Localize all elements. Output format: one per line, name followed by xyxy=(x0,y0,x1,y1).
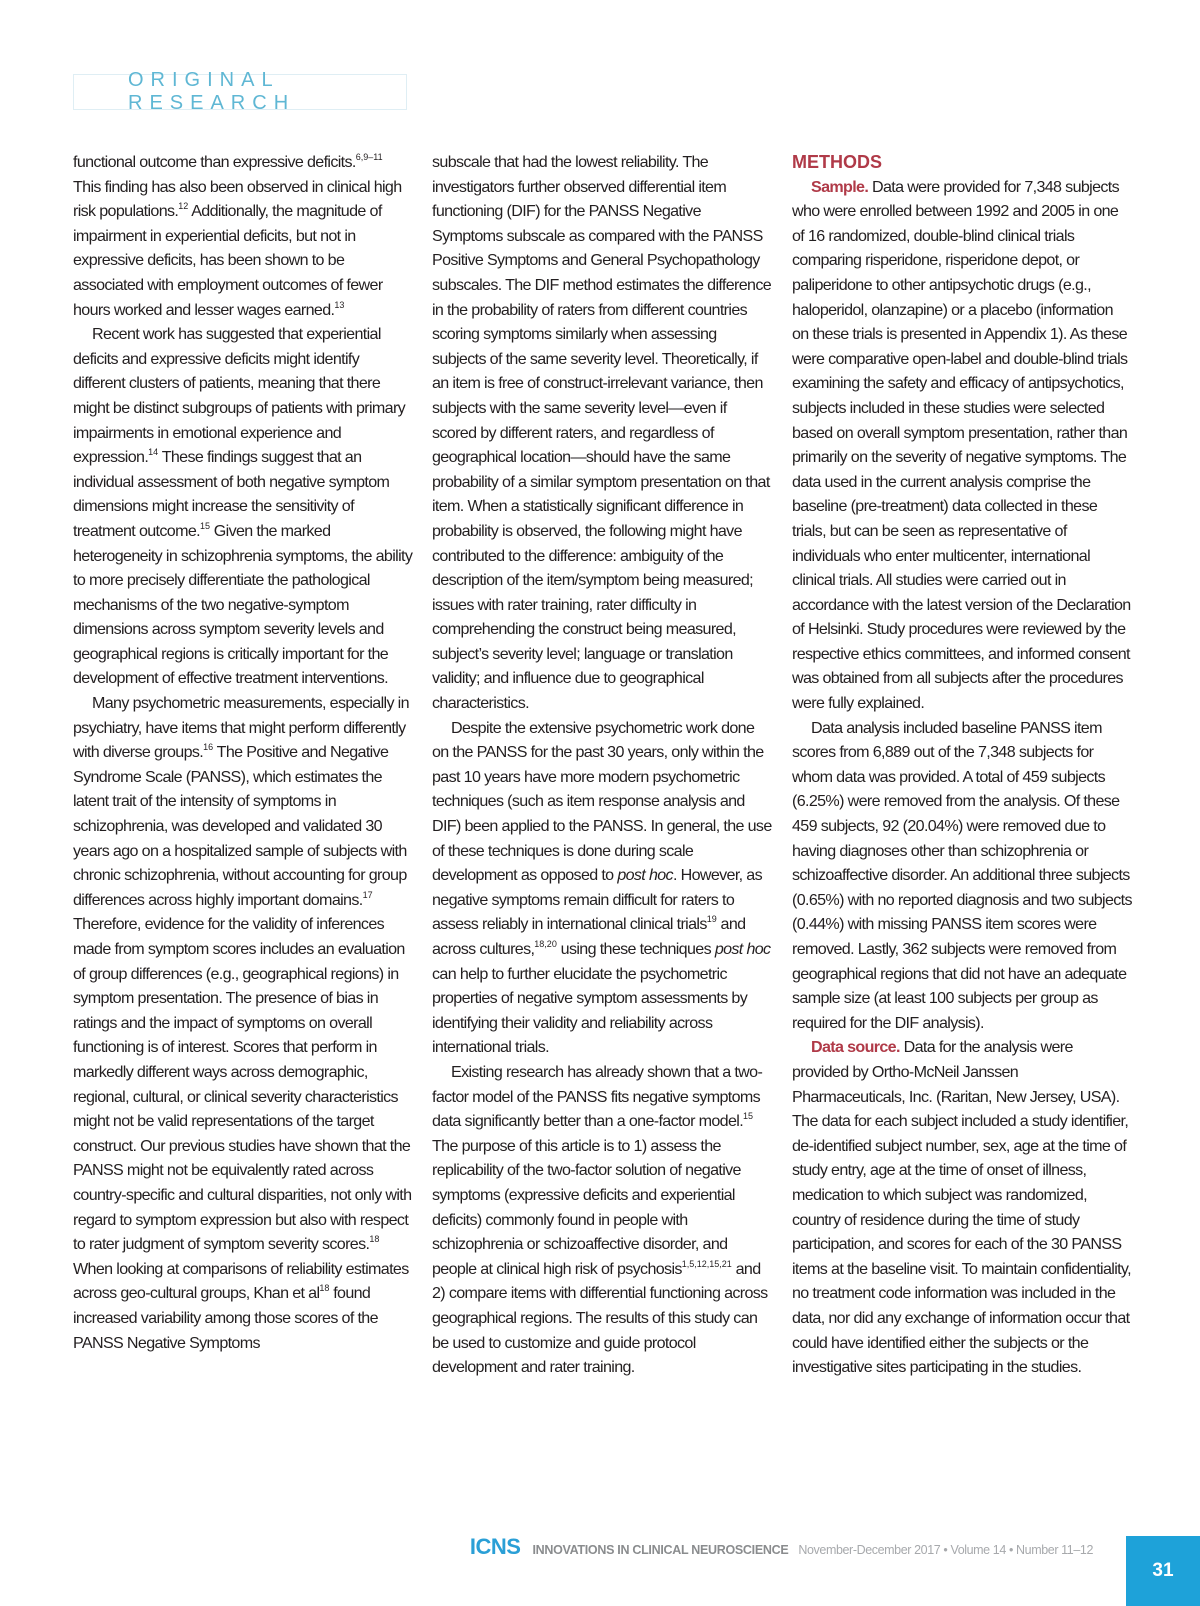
text-run: The purpose of this article is to 1) assess the replicability of the two-factor solution of negative symptoms (expressive deficits and experiential deficits) commonly found in people with schizophrenia or schizoaffective disorder, and people at clinical high risk of psychosis xyxy=(432,1136,741,1278)
text-column-3 xyxy=(792,150,1132,1380)
text-run: This finding has also been observed in clinical high risk populations. xyxy=(73,177,402,221)
text-column-2 xyxy=(432,150,772,1380)
text-run: Data were provided for 7,348 subjects who were enrolled between 1992 and 2005 in one of 16 randomized, double-blind clinical trials comparing risperidone, risperidone depot, or paliperidone to other antipsychotic drugs (e.g., haloperidol, olanzapine) or a placebo (information on these trials is presented in Appendix 1). As these were comparative open-label and double-blind trials examining the safety and efficacy of antipsychotics, subjects included in these studies were selected based on overall symptom presentation, rather than primarily on the severity of negative symptoms. The data used in the current analysis comprise the baseline (pre-treatment) data collected in these trials, but can be seen as representative of individuals who enter multicenter, international clinical trials. All studies were carried out in accordance with the latest version of the Declaration of Helsinki. Study procedures were reviewed by the respective ethics committees, and informed consent was obtained from all subjects after the procedures were fully explained. xyxy=(792,177,1131,713)
paragraph xyxy=(792,175,1132,716)
citation-superscript: 18,20 xyxy=(534,939,557,949)
text-run: When looking at comparisons of reliability estimates across geo-cultural groups, Khan et al xyxy=(73,1259,409,1303)
page-number: 31 xyxy=(1152,1560,1174,1581)
paragraph xyxy=(792,1035,1132,1379)
paragraph xyxy=(432,1060,772,1380)
paragraph xyxy=(73,691,413,1355)
citation-superscript: 18 xyxy=(369,1234,380,1245)
citation-superscript: 16 xyxy=(203,742,214,753)
journal-logo: ICNS xyxy=(469,1534,521,1559)
text-run: and 2) compare items with differential functioning across geographical regions. The results of this study can be used to customize and guide protocol development and rater training. xyxy=(432,1259,768,1377)
text-run: The Positive and Negative Syndrome Scale (PANSS), which estimates the latent trait of the intensity of symptoms in schizophrenia, was developed and validated 30 years ago on a hospitalized sample of subjects with chronic schizophrenia, without accounting for group differences across highly important domains. xyxy=(73,743,407,909)
subsection-heading: Data source. xyxy=(811,1038,900,1057)
citation-superscript: 18 xyxy=(319,1283,330,1294)
text-run: Recent work has suggested that experiential deficits and expressive deficits might identify different clusters of patients, meaning that there might be distinct subgroups of patients with primary impairments in emotional experience and expression. xyxy=(73,325,406,467)
issue-info: November-December 2017 • Volume 14 • Number 11–12 xyxy=(798,1543,1093,1557)
citation-superscript: 15 xyxy=(743,1111,754,1122)
text-run: Given the marked heterogeneity in schizophrenia symptoms, the ability to more precisely differentiate the pathological mechanisms of the two negative-symptom dimensions across symptom severity levels and geographical regions is critically important for the development of effective treatment interventions. xyxy=(73,521,413,688)
citation-superscript: 1,5,12,15,21 xyxy=(681,1258,732,1269)
section-label: ORIGINAL RESEARCH xyxy=(128,69,296,114)
paragraph xyxy=(73,322,413,691)
citation-superscript: 17 xyxy=(362,889,373,900)
text-run: using these techniques xyxy=(556,940,715,958)
citation-superscript: 19 xyxy=(706,914,717,925)
paragraph: Data analysis included baseline PANSS item scores from 6,889 out of the 7,348 subjects for whom data was provided. A total of 459 subjects (6.25%) were removed from the analysis. Of these 459 subjects, 92 (20.04%) were removed due to having diagnoses other than schizophrenia or schizoaffective disorder. An additional three subjects (0.65%) with no reported diagnosis and two subjects (0.44%) with missing PANSS item scores were removed. Lastly, 362 subjects were removed from geographical regions that did not have an adequate sample size (at least 100 subjects per group as required for the DIF analysis). xyxy=(792,718,1132,1032)
citation-superscript: 13 xyxy=(334,299,345,310)
citation-superscript: 14 xyxy=(148,447,159,458)
text-run: Many psychometric measurements, especially in psychiatry, have items that might perform differently with diverse groups. xyxy=(73,694,409,762)
paragraph: subscale that had the lowest reliability. The investigators further observed differential item functioning (DIF) for the PANSS Negative Symptoms subscale as compared with the PANSS Positive Symptoms and General Psychopathology subscales. The DIF method estimates the difference in the probability of raters from different countries scoring symptoms similarly when assessing subjects of the same severity level. Theoretically, if an item is free of construct-irrelevant variance, then subjects with the same severity level—even if scored by different raters, and regardless of geographical location—should have the same probability of a similar symptom presentation on that item. When a statistically significant difference in probability is observed, the following might have contributed to the difference: ambiguity of the description of the item/symptom being measured; issues with rater training, rater difficulty in comprehending the construct being measured, subject’s severity level; language or translation validity; and influence due to geographical characteristics. xyxy=(432,153,772,713)
text-run: found increased variability among those scores of the PANSS Negative Symptoms xyxy=(73,1284,378,1352)
text-run: and across cultures, xyxy=(432,915,746,958)
paragraph xyxy=(432,716,772,1060)
citation-superscript: 15 xyxy=(199,520,210,531)
section-label-box xyxy=(73,69,407,114)
citation-superscript: 12 xyxy=(178,201,189,212)
section-heading: METHODS xyxy=(792,152,882,172)
italic-text: post hoc xyxy=(617,866,673,885)
text-run: Therefore, evidence for the validity of inferences made from symptom scores includes an evaluation of group differences (e.g., geographical regions) in symptom presentation. The presence of bias in ratings and the impact of symptoms on overall functioning is of interest. Scores that perform in markedly different ways across demographic, regional, cultural, or clinical severity characteristics might not be valid representations of the target construct. Our previous studies have shown that the PANSS might not be equivalently rated across country-specific and cultural disparities, not only with regard to symptom expression but also with respect to rater judgment of symptom severity scores. xyxy=(73,915,412,1254)
journal-info xyxy=(470,1534,1093,1560)
text-column-1 xyxy=(73,150,413,1355)
text-run: Data for the analysis were provided by Ortho-McNeil Janssen Pharmaceuticals, Inc. (Raritan, New Jersey, USA). The data for each subject included a study identifier, de-identified subject number, sex, age at the time of study entry, age at the time of onset of illness, medication to which subject was randomized, country of residence during the time of study participation, and scores for each of the 30 PANSS items at the baseline visit. To maintain confidentiality, no treatment code information was included in the data, nor did any exchange of information occur that could have identified either the subjects or the investigative sites participating in the studies. xyxy=(792,1038,1131,1377)
journal-name: INNOVATIONS IN CLINICAL NEUROSCIENCE xyxy=(532,1543,789,1557)
text-run: Existing research has already shown that a two-factor model of the PANSS fits negative symptoms data significantly better than a one-factor model. xyxy=(432,1062,763,1131)
page-footer xyxy=(0,1522,1200,1606)
paragraph xyxy=(73,150,413,322)
text-run: Additionally, the magnitude of impairment in experiential deficits, but not in expressive deficits, has been shown to be associated with employment outcomes of fewer hours worked and lesser wages earned. xyxy=(73,202,383,319)
page-number-box xyxy=(1126,1536,1200,1606)
text-run: functional outcome than expressive deficits. xyxy=(73,153,356,171)
subsection-heading: Sample. xyxy=(811,177,869,196)
citation-superscript: 6,9–11 xyxy=(355,152,383,162)
text-run: can help to further elucidate the psychometric properties of negative symptom assessments by identifying their validity and reliability across international trials. xyxy=(432,964,748,1057)
italic-text: post hoc xyxy=(714,940,771,958)
text-run: These findings suggest that an individual assessment of both negative symptom dimensions might increase the sensitivity of treatment outcome. xyxy=(73,448,390,540)
text-run: Despite the extensive psychometric work done on the PANSS for the past 30 years, only within the past 10 years have more modern psychometric techniques (such as item response analysis and DIF) been applied to the PANSS. In general, the use of these techniques is done during scale development as opposed to xyxy=(432,718,772,885)
text-run: . However, as negative symptoms remain difficult for raters to assess reliably in international clinical trials xyxy=(432,866,763,934)
